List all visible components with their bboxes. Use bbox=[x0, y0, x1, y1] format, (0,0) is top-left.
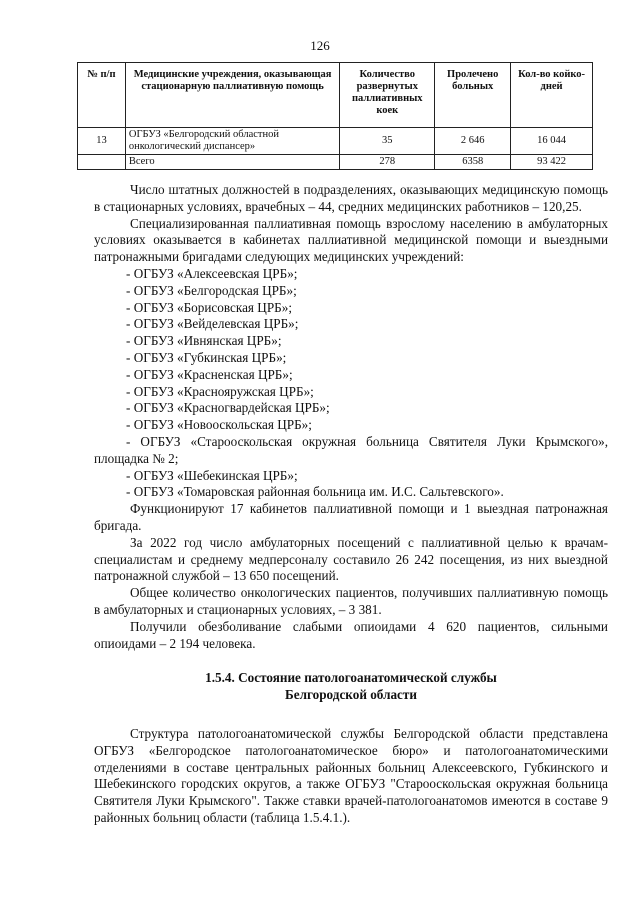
header-treated: Пролечено больных bbox=[435, 63, 511, 128]
header-bed-days: Кол-во койко-дней bbox=[511, 63, 593, 128]
list-item: - ОГБУЗ «Томаровская районная больница им. И.С. Сальтевского». bbox=[126, 484, 504, 500]
table-row bbox=[78, 128, 593, 155]
header-beds: Количество развернутых паллиативных коек bbox=[340, 63, 435, 128]
list-item: - ОГБУЗ «Алексеевская ЦРБ»; bbox=[126, 265, 298, 281]
table-header-row bbox=[78, 63, 593, 128]
list-item: - ОГБУЗ «Краснояружская ЦРБ»; bbox=[126, 383, 314, 399]
paragraph-analgesia: Получили обезболивание слабыми опиоидами 4 620 пациентов, сильными опиоидами – 2 194 человека. bbox=[94, 618, 608, 651]
cell-bed-days: 16 044 bbox=[511, 128, 593, 155]
paragraph-cabinets: Функционируют 17 кабинетов паллиативной помощи и 1 выездная патронажная бригада. bbox=[94, 501, 608, 533]
paragraph-outpatient: Специализированная паллиативная помощь взрослому населению в амбулаторных условиях оказывается в кабинетах паллиативной медицинской помощи и выездными патронажными бригадами следующих медицинских учреждений: bbox=[94, 215, 608, 265]
list-item: - ОГБУЗ «Губкинская ЦРБ»; bbox=[126, 349, 287, 365]
cell-institution: Всего bbox=[125, 155, 339, 170]
palliative-beds-table bbox=[77, 62, 593, 170]
list-item: - ОГБУЗ «Ивнянская ЦРБ»; bbox=[126, 333, 282, 349]
cell-beds: 278 bbox=[340, 155, 435, 170]
list-item: - ОГБУЗ «Вейделевская ЦРБ»; bbox=[126, 316, 299, 332]
page-number: 126 bbox=[310, 38, 330, 53]
section-heading: 1.5.4. Состояние патологоанатомической службы bbox=[205, 670, 497, 686]
paragraph-oncology: Общее количество онкологических пациентов, получивших паллиативную помощь в амбулаторных и стационарных условиях, – 3 381. bbox=[94, 585, 608, 617]
cell-num: 13 bbox=[78, 128, 126, 155]
header-institution: Медицинские учреждения, оказывающая стационарную паллиативную помощь bbox=[125, 63, 339, 128]
cell-treated: 2 646 bbox=[435, 128, 511, 155]
cell-treated: 6358 bbox=[435, 155, 511, 170]
list-item: - ОГБУЗ «Новооскольская ЦРБ»; bbox=[126, 417, 312, 433]
list-item: - ОГБУЗ «Белгородская ЦРБ»; bbox=[126, 282, 297, 298]
list-item: - ОГБУЗ «Красногвардейская ЦРБ»; bbox=[126, 400, 330, 416]
cell-num bbox=[78, 155, 126, 170]
document-body bbox=[94, 182, 608, 827]
list-item: - ОГБУЗ «Борисовская ЦРБ»; bbox=[126, 299, 292, 315]
cell-institution: ОГБУЗ «Белгородский областной онкологический диспансер» bbox=[125, 128, 339, 155]
cell-bed-days: 93 422 bbox=[511, 155, 593, 170]
cell-beds: 35 bbox=[340, 128, 435, 155]
table-total-row bbox=[78, 155, 593, 170]
paragraph-visits: За 2022 год число амбулаторных посещений с паллиативной целью к врачам-специалистам и среднему медперсоналу составило 26 242 посещения, из них выездной патронажной службой – 13 650 посещений. bbox=[94, 534, 608, 584]
list-item: - ОГБУЗ «Красненская ЦРБ»; bbox=[126, 366, 293, 382]
list-item: - ОГБУЗ «Шебекинская ЦРБ»; bbox=[126, 467, 298, 483]
paragraph-staff: Число штатных должностей в подразделениях, оказывающих медицинскую помощь в стационарных условиях, врачебных – 44, средних медицинских работников – 120,25. bbox=[94, 182, 608, 214]
header-num: № п/п bbox=[78, 63, 126, 128]
paragraph-pathology: Структура патологоанатомической службы Белгородской области представлена ОГБУЗ «Белгородское патологоанатомическое бюро» и патологоанатомическими отделениями в составе центральных районных больниц Алексеевского, Губкинского и Шебекинского городских округов, а также ОГБУЗ "Старооскольская окружная больница Святителя Луки Крымского". Также ставки врачей-патологоанатомов имеются в составе 9 районных больниц области (таблица 1.5.4.1.). bbox=[94, 725, 608, 825]
section-heading-line2: Белгородской области bbox=[285, 687, 417, 703]
list-item: - ОГБУЗ «Старооскольская окружная больница Святителя Луки Крымского», площадка № 2; bbox=[94, 433, 608, 466]
